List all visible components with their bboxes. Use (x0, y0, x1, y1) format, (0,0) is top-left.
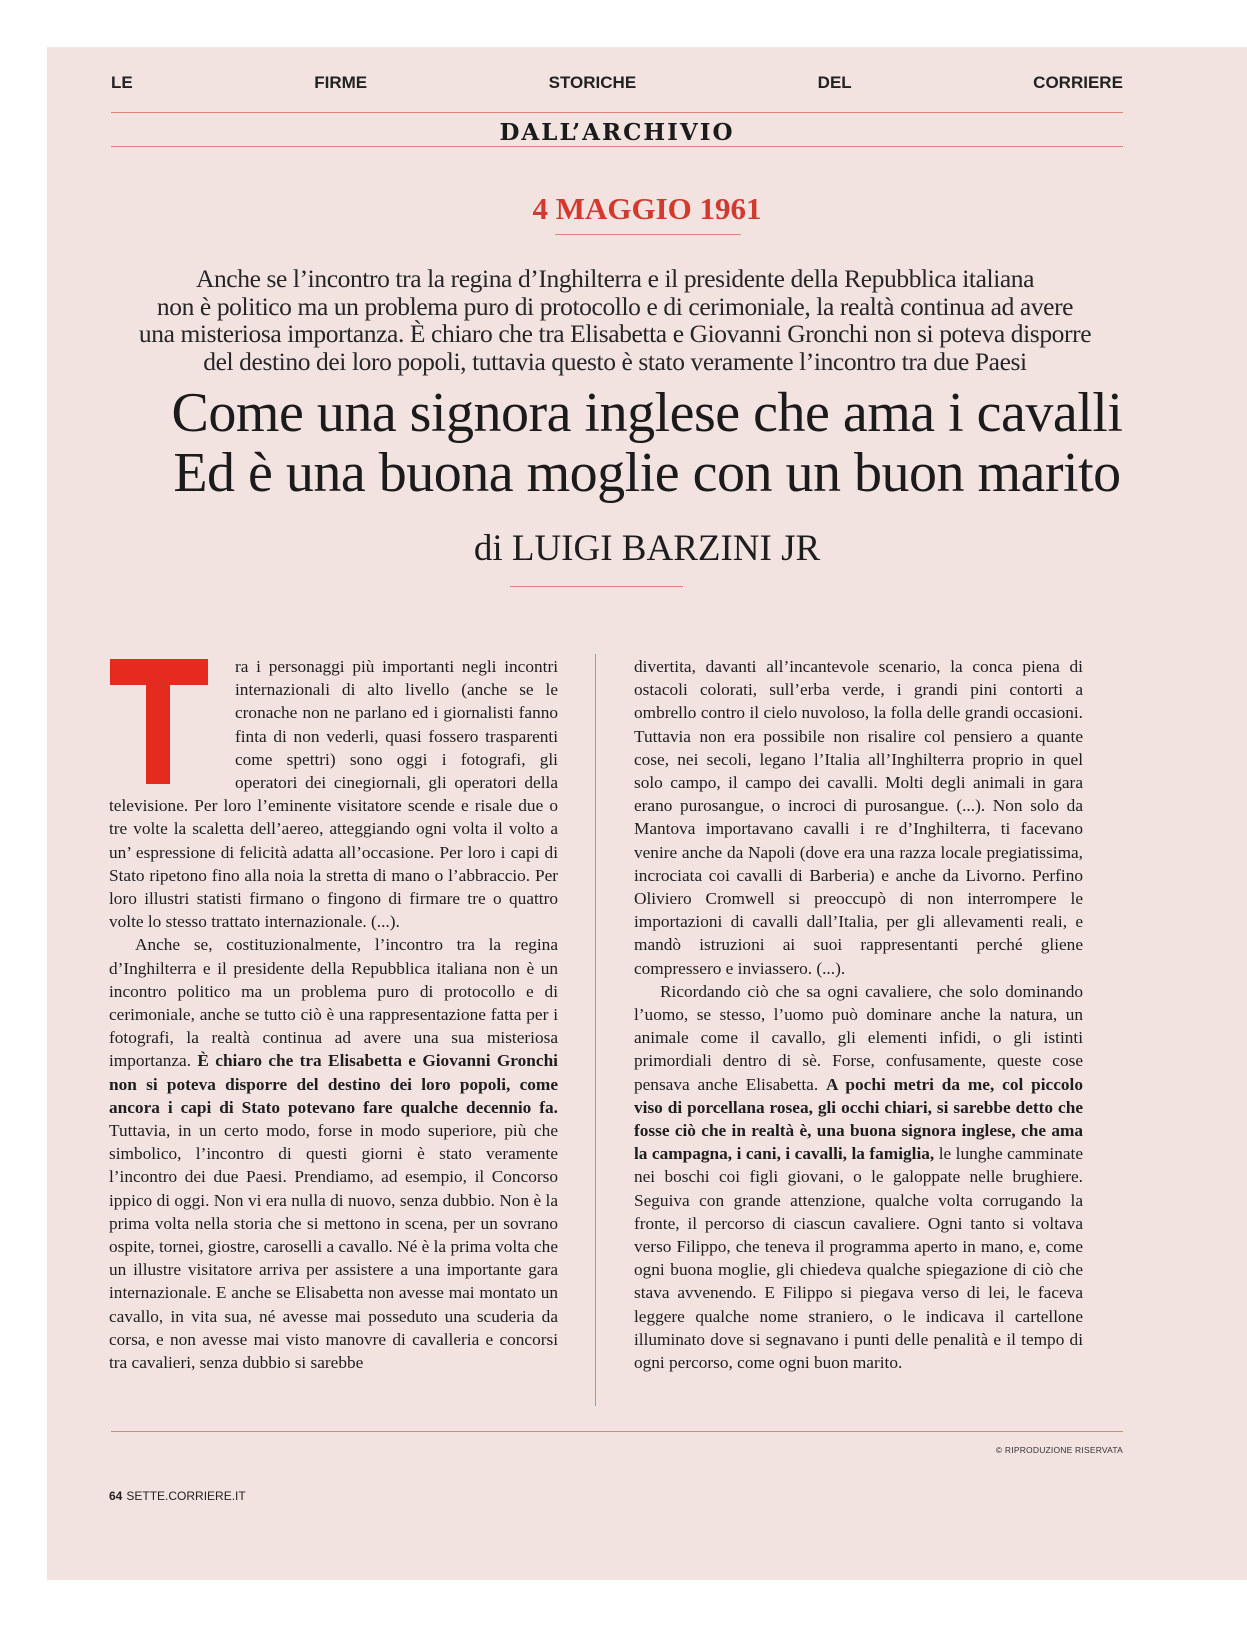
rule-byline (510, 586, 683, 587)
rule-date (555, 234, 741, 235)
section-title: DALL’ARCHIVIO (499, 119, 735, 146)
site-name: SETTE.CORRIERE.IT (126, 1489, 246, 1503)
paragraph (109, 933, 558, 1374)
bold-highlight: È chiaro che tra Elisabetta e Giovanni Gronchi non si poteva disporre del destino dei loro popoli, come ancora i capi di Stato potevano fare qualche decennio fa. (109, 1051, 558, 1117)
intro-line: Anche se l’incontro tra la regina d’Inghilterra e il presidente della Repubblica italiana (195, 264, 1035, 293)
intro-line: una misteriosa importanza. È chiaro che tra Elisabetta e Giovanni Gronchi non si poteva disporre (138, 319, 1092, 348)
page-folio (109, 1489, 246, 1503)
rule-section (111, 146, 1123, 147)
column-divider (595, 654, 596, 1406)
headline-line: Come una signora inglese che ama i cavalli (171, 382, 1123, 444)
article-column-right (634, 655, 1083, 1374)
headline (47, 383, 1247, 503)
kicker-word: STORICHE (548, 73, 637, 92)
rule-bottom (111, 1431, 1123, 1432)
kicker-word: LE (111, 73, 133, 92)
rule-top (111, 112, 1123, 113)
kicker-word: DEL (817, 73, 852, 92)
bold-highlight: A pochi metri da me, col piccolo viso di porcellana rosea, gli occhi chiari, si sarebbe detto che fosse ciò che in realtà è, una buona signora inglese, che ama la campagna, i cani, i cavalli, la famiglia, (634, 1074, 1083, 1164)
paragraph (634, 980, 1083, 1374)
intro-summary (105, 265, 1125, 375)
article-date: 4 MAGGIO 1961 (532, 191, 762, 226)
kicker-word: CORRIERE (1033, 73, 1123, 92)
drop-cap (109, 655, 231, 792)
text-run: Ricordando ciò che sa ogni cavaliere, che solo dominando l’uomo, se stesso, l’uomo può dominare anche la natura, un animale come il cavallo, gli elementi infidi, o gli istinti primordiali dentro di sè. Forse, confusamente, queste cose pensava anche Elisabetta. (634, 981, 1083, 1094)
paragraph: divertita, davanti all’incantevole scenario, la conca piena di ostacoli colorati, sull’erba verde, i grandi pini contorti a ombrello contro il cielo nuvoloso, la folla delle grandi occasioni. Tuttavia non era possibile non risalire col pensiero a quante cose, nei secoli, legano l’Italia all’Inghilterra proprio in quel solo campo, il campo dei cavalli. Molti degli animali in gara erano purosangue, o incroci di purosangue. (...). Non solo da Mantova importavano cavalli i re d’Inghilterra, ti facevano venire anche da Napoli (dove era una razza locale pregiatissima, incrociata coi cavalli di Barberia) e anche da Livorno. Perfino Oliviero Cromwell si preoccupò di non interrompere le importazioni di cavalli dall’Italia, per gli allevamenti reali, e mandò istruzioni ai suoi rappresentanti perché gliene compressero e inviassero. (...). (634, 657, 1083, 978)
page-number: 64 (109, 1489, 123, 1503)
text-run: Anche se, costituzionalmente, l’incontro tra la regina d’Inghilterra e il presidente della Repubblica italiana non è un incontro politico ma un problema puro di protocollo e di cerimoniale, anche se tutto ciò è una rappresentazione fatta per i fotografi, la realtà continua ad avere una sua misteriosa importanza. (109, 935, 558, 1071)
byline: di LUIGI BARZINI JR (473, 528, 821, 569)
kicker-word: FIRME (314, 73, 368, 92)
copyright-note: © RIPRODUZIONE RISERVATA (995, 1445, 1123, 1455)
text-run: le lunghe camminate nei boschi coi figli giovani, o le galoppate nelle brughiere. Seguiva con grande attenzione, qualche volta corrugando la fronte, il percorso di ciascun cavaliere. Ogni tanto si voltava verso Filippo, che teneva il programma aperto in mano, e, come ogni buona moglie, gli chiedeva qualche spiegazione di ciò che stava avvenendo. E Filippo si piegava verso di lei, le faceva leggere qualche nome straniero, o le indicava il cartellone illuminato dove si segnavano i punti delle penalità e il tempo di ogni percorso, come ogni buon marito. (634, 1144, 1083, 1373)
article-page (47, 47, 1247, 1580)
series-kicker (111, 73, 1123, 93)
intro-line: del destino dei loro popoli, tuttavia questo è stato veramente l’incontro tra due Paesi (203, 346, 1027, 376)
paragraph: ra i personaggi più importanti negli incontri internazionali di alto livello (anche se le cronache non ne parlano ed i giornalisti fanno finta di non vederli, quasi fossero trasparenti come spettri) sono oggi i fotografi, gli operatori dei cinegiornali, gli operatori della televisione. Per loro l’eminente visitatore scende e risale due o tre volte la scaletta dell’aereo, atteggiando ogni volta il volto a un’ espressione di felicità adatta all’occasione. Per loro i capi di Stato ripetono fino alla noia la stretta di mano o l’abbraccio. Per loro illustri statisti firmano o fingono di firmare tre o quattro volte lo stesso trattato internazionale. (...). (109, 657, 558, 932)
text-run: Tuttavia, in un certo modo, forse in modo superiore, più che simbolico, l’incontro di questi giorni è stato veramente l’incontro dei due Paesi. Prendiamo, ad esempio, il Concorso ippico di oggi. Non vi era nulla di nuovo, senza dubbio. Non è la prima volta nella storia che si mettono in scena, per un sovrano ospite, tornei, giostre, caroselli a cavallo. Né è la prima volta che un illustre visitatore arriva per assistere a una importante gara internazionale. E anche se Elisabetta non avesse mai montato un cavallo, in vita sua, né avesse mai posseduto una scuderia da corsa, e non avesse mai visto manovre di cavalleria e concorsi tra cavalieri, senza dubbio si sarebbe (109, 1121, 558, 1373)
article-column-left (109, 655, 558, 1374)
intro-line: non è politico ma un problema puro di protocollo e di cerimoniale, la realtà continua ad avere (156, 291, 1074, 321)
headline-line: Ed è una buona moglie con un buon marito (173, 442, 1121, 504)
